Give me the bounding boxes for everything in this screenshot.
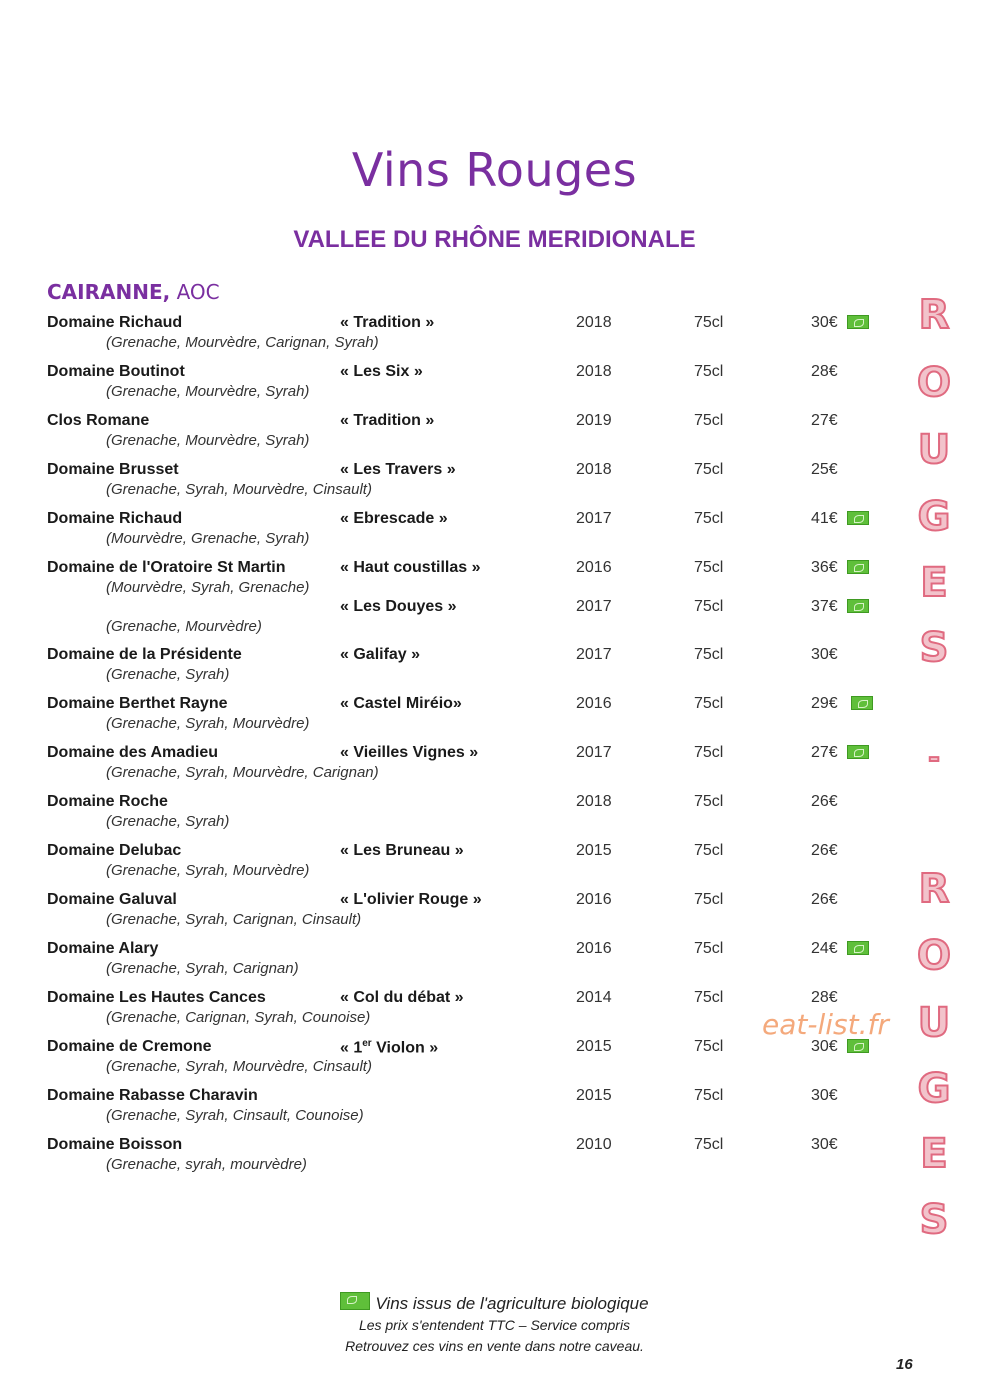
wine-volume: 75cl (694, 559, 724, 576)
wine-grapes: (Mourvèdre, Syrah, Grenache) (106, 579, 310, 596)
wine-volume: 75cl (694, 744, 724, 761)
wine-row (0, 598, 900, 638)
wine-vintage: 2016 (576, 695, 612, 712)
wine-grapes: (Grenache, Syrah, Mourvèdre, Cinsault) (106, 1058, 372, 1075)
wine-price: 27€ (811, 744, 838, 761)
wine-volume: 75cl (694, 1136, 724, 1153)
bio-leaf-icon (847, 315, 869, 329)
wine-vintage: 2019 (576, 412, 612, 429)
wine-vintage: 2018 (576, 363, 612, 380)
wine-grapes: (Grenache, Syrah, Carignan, Cinsault) (106, 911, 362, 928)
wine-grapes: (Grenache, Mourvèdre, Syrah) (106, 432, 310, 449)
bio-leaf-icon (340, 1292, 370, 1310)
wine-price: 29€ (811, 695, 838, 712)
wine-vintage: 2017 (576, 744, 612, 761)
page-number: 16 (896, 1356, 913, 1373)
wine-row (0, 314, 900, 354)
wine-row (0, 363, 900, 403)
side-letter: S (919, 625, 949, 671)
wine-cuvee: « 1er Violon » (340, 1038, 439, 1057)
wine-vintage: 2018 (576, 461, 612, 478)
wine-cuvee: « Les Douyes » (340, 598, 457, 615)
wine-grapes: (Grenache, Mourvèdre, Syrah) (106, 383, 310, 400)
wine-row (0, 940, 900, 980)
wine-vintage: 2015 (576, 1087, 612, 1104)
wine-price: 30€ (811, 1038, 838, 1055)
side-letter: O (916, 360, 951, 406)
side-letter: E (920, 560, 948, 606)
appellation-type: AOC (170, 280, 220, 304)
wine-cuvee: « Tradition » (340, 412, 435, 429)
wine-vintage: 2014 (576, 989, 612, 1006)
wine-vintage: 2017 (576, 598, 612, 615)
wine-producer: Domaine de Cremone (47, 1038, 212, 1055)
wine-producer: Domaine Delubac (47, 842, 182, 859)
side-letter: - (928, 741, 940, 774)
wine-grapes: (Grenache, syrah, mourvèdre) (106, 1156, 307, 1173)
wine-vintage: 2016 (576, 891, 612, 908)
bio-leaf-icon (847, 1039, 869, 1053)
wine-grapes: (Grenache, Syrah, Cinsault, Counoise) (106, 1107, 364, 1124)
wine-grapes: (Grenache, Syrah, Mourvèdre, Carignan) (106, 764, 379, 781)
wine-cuvee: « Ebrescade » (340, 510, 448, 527)
wine-vintage: 2017 (576, 510, 612, 527)
footer-prices-note: Les prix s'entendent TTC – Service compris (358, 1317, 631, 1333)
wine-cuvee: « Galifay » (340, 646, 421, 663)
wine-grapes: (Grenache, Syrah, Mourvèdre) (106, 715, 310, 732)
side-letter: E (920, 1131, 948, 1177)
wine-price: 36€ (811, 559, 838, 576)
wine-volume: 75cl (694, 940, 724, 957)
wine-grapes: (Mourvèdre, Grenache, Syrah) (106, 530, 310, 547)
bio-leaf-icon (851, 696, 873, 710)
wine-volume: 75cl (694, 461, 724, 478)
wine-cuvee: « Vieilles Vignes » (340, 744, 479, 761)
watermark: eat-list.fr (762, 1008, 889, 1041)
wine-row (0, 1087, 900, 1127)
wine-vintage: 2018 (576, 793, 612, 810)
side-letter: U (917, 1000, 951, 1046)
wine-row (0, 842, 900, 882)
wine-volume: 75cl (694, 989, 724, 1006)
wine-volume: 75cl (694, 1038, 724, 1055)
wine-cuvee: « Col du débat » (340, 989, 464, 1006)
wine-price: 30€ (811, 314, 838, 331)
wine-cuvee: « Les Bruneau » (340, 842, 464, 859)
wine-vintage: 2017 (576, 646, 612, 663)
wine-price: 30€ (811, 1087, 838, 1104)
wine-volume: 75cl (694, 695, 724, 712)
wine-vintage: 2016 (576, 940, 612, 957)
wine-cuvee: « Les Travers » (340, 461, 456, 478)
wine-price: 26€ (811, 793, 838, 810)
wine-cuvee: « Tradition » (340, 314, 435, 331)
bio-leaf-icon (847, 599, 869, 613)
side-letter: G (917, 1066, 951, 1112)
wine-row (0, 646, 900, 686)
bio-leaf-icon (847, 941, 869, 955)
wine-row (0, 461, 900, 501)
wine-producer: Domaine Berthet Rayne (47, 695, 228, 712)
wine-grapes: (Grenache, Syrah) (106, 666, 230, 683)
wine-price: 37€ (811, 598, 838, 615)
wine-producer: Domaine Richaud (47, 510, 183, 527)
wine-price: 30€ (811, 646, 838, 663)
wine-grapes: (Grenache, Syrah, Mourvèdre) (106, 862, 310, 879)
wine-producer: Domaine de l'Oratoire St Martin (47, 559, 286, 576)
wine-volume: 75cl (694, 314, 724, 331)
wine-price: 24€ (811, 940, 838, 957)
wine-volume: 75cl (694, 598, 724, 615)
wine-grapes: (Grenache, Mourvèdre) (106, 618, 262, 635)
wine-row (0, 1038, 900, 1078)
wine-row (0, 793, 900, 833)
wine-volume: 75cl (694, 1087, 724, 1104)
wine-row (0, 744, 900, 784)
footer-caveau-note: Retrouvez ces vins en vente dans notre caveau. (345, 1338, 644, 1354)
wine-grapes: (Grenache, Mourvèdre, Carignan, Syrah) (106, 334, 379, 351)
wine-cuvee: « Castel Miréio» (340, 695, 462, 712)
wine-cuvee: « Haut coustillas » (340, 559, 481, 576)
wine-producer: Domaine Roche (47, 793, 168, 810)
wine-price: 30€ (811, 1136, 838, 1153)
wine-producer: Domaine de la Présidente (47, 646, 242, 663)
appellation-heading (47, 280, 220, 304)
wine-row (0, 559, 900, 599)
wine-volume: 75cl (694, 891, 724, 908)
wine-producer: Domaine des Amadieu (47, 744, 219, 761)
side-letter: O (916, 933, 951, 979)
wine-producer: Domaine Rabasse Charavin (47, 1087, 258, 1104)
wine-price: 27€ (811, 412, 838, 429)
wine-price: 26€ (811, 891, 838, 908)
wine-row (0, 412, 900, 452)
region-heading: VALLEE DU RHÔNE MERIDIONALE (293, 226, 696, 253)
wine-vintage: 2018 (576, 314, 612, 331)
wine-producer: Domaine Alary (47, 940, 159, 957)
wine-price: 26€ (811, 842, 838, 859)
wine-row (0, 510, 900, 550)
appellation-name: CAIRANNE, (47, 280, 171, 304)
bio-legend (0, 1292, 989, 1314)
wine-vintage: 2010 (576, 1136, 612, 1153)
wine-vintage: 2015 (576, 1038, 612, 1055)
wine-producer: Domaine Richaud (47, 314, 183, 331)
wine-price: 25€ (811, 461, 838, 478)
bio-leaf-icon (847, 745, 869, 759)
wine-producer: Clos Romane (47, 412, 150, 429)
wine-row (0, 695, 900, 735)
wine-grapes: (Grenache, Syrah, Mourvèdre, Cinsault) (106, 481, 372, 498)
bio-legend-text: Vins issus de l'agriculture biologique (375, 1294, 649, 1313)
wine-price: 28€ (811, 363, 838, 380)
side-letter: U (917, 427, 951, 473)
side-letter: R (918, 292, 950, 338)
wine-volume: 75cl (694, 793, 724, 810)
wine-volume: 75cl (694, 363, 724, 380)
side-letter: S (919, 1197, 949, 1243)
bio-leaf-icon (847, 511, 869, 525)
wine-vintage: 2016 (576, 559, 612, 576)
wine-grapes: (Grenache, Syrah, Carignan) (106, 960, 299, 977)
wine-volume: 75cl (694, 412, 724, 429)
wine-producer: Domaine Galuval (47, 891, 177, 908)
wine-row (0, 891, 900, 931)
wine-volume: 75cl (694, 646, 724, 663)
wine-producer: Domaine Boisson (47, 1136, 183, 1153)
wine-price: 41€ (811, 510, 838, 527)
wine-price: 28€ (811, 989, 838, 1006)
page-title: Vins Rouges (351, 143, 638, 197)
bio-leaf-icon (847, 560, 869, 574)
wine-cuvee: « L'olivier Rouge » (340, 891, 482, 908)
wine-cuvee: « Les Six » (340, 363, 423, 380)
wine-grapes: (Grenache, Carignan, Syrah, Counoise) (106, 1009, 371, 1026)
wine-producer: Domaine Brusset (47, 461, 179, 478)
wine-volume: 75cl (694, 842, 724, 859)
wine-producer: Domaine Les Hautes Cances (47, 989, 266, 1006)
wine-grapes: (Grenache, Syrah) (106, 813, 230, 830)
wine-volume: 75cl (694, 510, 724, 527)
side-letter: R (918, 866, 950, 912)
wine-vintage: 2015 (576, 842, 612, 859)
wine-producer: Domaine Boutinot (47, 363, 185, 380)
wine-row (0, 1136, 900, 1176)
side-letter: G (917, 494, 951, 540)
